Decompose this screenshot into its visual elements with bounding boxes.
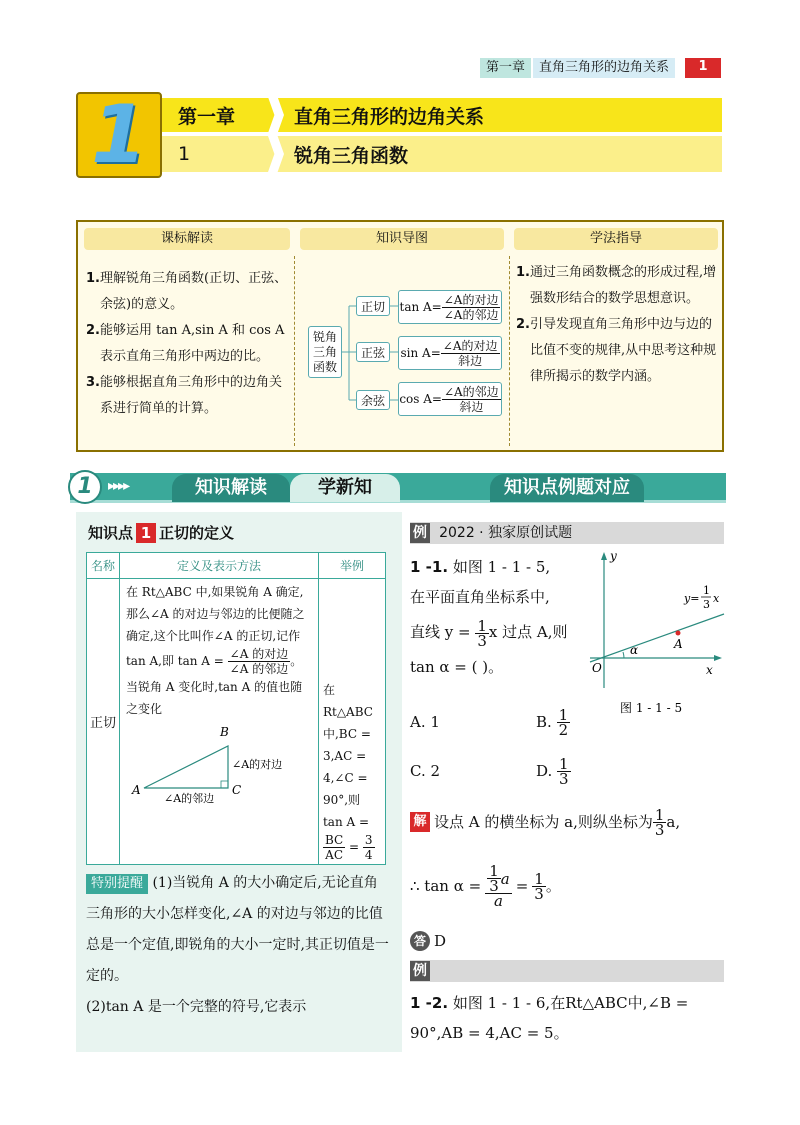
chapter-label: 第一章: [178, 105, 236, 128]
section-badge: 1: [68, 470, 102, 504]
col1-list: [86, 266, 290, 422]
label-adjacent: ∠A的邻边: [163, 792, 215, 804]
divider: [294, 256, 295, 446]
example2-question: 1 -2. 如图 1 - 1 - 6,在Rt△ABC中,∠B = 90°,AB = 4,AC = 5。: [410, 994, 689, 1042]
svg-text:3: 3: [703, 598, 710, 611]
header-chapter: 第一章: [480, 58, 531, 78]
options: [410, 700, 720, 798]
col3-title: 学法指导: [514, 228, 718, 250]
svg-text:x: x: [713, 592, 720, 605]
answer-mark: 答: [410, 931, 430, 951]
col1-title: 课标解读: [84, 228, 290, 250]
kp-number: 1: [136, 523, 156, 543]
section-row: [162, 136, 722, 172]
map-connector: [342, 298, 356, 408]
tab-learn-new: 学新知: [290, 474, 400, 502]
example-bar: [410, 522, 724, 544]
map-formula-sin: sin A= $\frac{\text{∠A的对边}}{\text{斜边}}$: [398, 336, 502, 370]
map-formula-cos: cos A= $\frac{\text{∠A的邻边}}{\text{斜边}}$: [398, 382, 502, 416]
chapter-title: 直角三角形的边角关系: [294, 105, 485, 128]
special-note: 特别提醒 (1)当锐角 A 的大小确定后,无论直角三角形的大小怎样变化,∠A 的对边与邻边的比值总是一个定值,即锐角的大小一定时,其正切值是一定的。 (2)tan A 是一个完整的符号,它表示: [86, 875, 389, 1015]
svg-text:1: 1: [703, 584, 710, 597]
page-number: 1: [685, 58, 721, 78]
definition-table: [86, 552, 386, 865]
vertex-b: B: [219, 725, 229, 739]
solution: 解 设点 A 的横坐标为 a,则纵坐标为 $\frac{1}{3}$ a, ∴ tan α = $\frac{1}{3}$ a a = $\frac{1}{3}$ 。 答 D: [410, 804, 726, 956]
example-source: 2022 · 独家原创试题: [439, 525, 573, 541]
tab-example-match: 知识点例题对应: [490, 474, 644, 502]
option-a: A. 1: [410, 713, 440, 731]
header-title: 直角三角形的边角关系: [533, 58, 675, 78]
line-equation: y=: [684, 592, 700, 605]
col-header: 举例: [318, 553, 385, 579]
list-item: 1. 理解锐角三角函数(正切、正弦、余弦)的意义。: [86, 271, 288, 312]
row-separator: [268, 97, 284, 133]
vertex-c: C: [231, 783, 242, 797]
answer-value: D: [434, 932, 447, 950]
list-item: 3. 能够根据直角三角形中的边角关系进行简单的计算。: [86, 375, 283, 416]
note-label: 特别提醒: [86, 874, 148, 894]
row-name: 正切: [87, 579, 120, 865]
map-formula-tan: tan A= $\frac{\text{∠A的对边}}{\text{∠A的邻边}}$: [398, 290, 502, 324]
example1-question: 1 -1. 如图 1 - 1 - 5, 在平面直角坐标系中, 直线 y = $\frac{1}{3}$ x 过点 A,则 tan α = ( )。: [410, 558, 568, 676]
axis-y-label: y: [610, 549, 617, 563]
map-connector: [390, 302, 398, 412]
map-branch-sin: 正弦: [356, 342, 390, 362]
example-mark: 例: [410, 523, 430, 543]
map-branch-cos: 余弦: [356, 390, 390, 410]
col-header: 定义及表示方法: [119, 553, 318, 579]
chapter-number: 1: [91, 88, 147, 181]
example-mark: 例: [410, 961, 430, 981]
point-a-label: A: [674, 637, 683, 651]
origin-label: O: [592, 661, 602, 675]
col2-title: 知识导图: [300, 228, 504, 250]
example-cell: 在 Rt△ABC 中,BC = 3,AC = 4,∠C = 90°,则 tan A = $\frac{BC}{AC}$ = $\frac{3}{4}$: [318, 579, 385, 865]
running-header: [480, 58, 721, 78]
chapter-row: [162, 98, 722, 134]
option-c: C. 2: [410, 762, 441, 780]
point-a: [676, 631, 681, 636]
divider: [509, 256, 510, 446]
list-item: 2. 引导发现直角三角形中边与边的比值不变的规律,从中思考这种规律所揭示的数学内涵。: [516, 317, 717, 384]
angle-alpha-label: α: [630, 643, 639, 657]
col-header: 名称: [87, 553, 120, 579]
axis-x-label: x: [706, 663, 713, 677]
figure-caption: 图 1 - 1 - 5: [620, 701, 683, 715]
vertex-a: A: [131, 783, 141, 797]
col3-list: [516, 260, 720, 390]
list-item: 2. 能够运用 tan A,sin A 和 cos A 表示直角三角形中两边的比。: [86, 323, 285, 364]
option-b: B. $\frac{1}{2}$: [536, 706, 569, 740]
map-root: 锐角 三角 函数: [308, 326, 342, 378]
overview-box: [76, 220, 724, 452]
list-item: 1. 通过三角函数概念的形成过程,增强数形结合的数学思想意识。: [516, 265, 717, 306]
label-opposite: ∠A的对边: [231, 758, 283, 771]
solution-mark: 解: [410, 812, 430, 832]
section-label: 1: [178, 143, 191, 165]
knowledge-point-title: 知识点 1 正切的定义: [88, 524, 235, 542]
example-bar: [410, 960, 724, 982]
definition-cell: 在 Rt△ABC 中,如果锐角 A 确定,那么∠A 的对边与邻边的比便随之确定,这个比叫作∠A 的正切,记作 tan A,即 tan A = $\frac{\text{∠A 的对边}}{\text{∠A 的邻边}}$ 。当锐角 A 变化时,tan A 的值也随之变化 B A C ∠A的对边 ∠A的邻边: [119, 579, 318, 865]
arrows-icon: ▸▸▸▸: [108, 478, 129, 494]
section-title: 锐角三角函数: [294, 144, 409, 167]
row-separator: [268, 136, 284, 172]
coordinate-figure: [586, 548, 726, 720]
tab-knowledge-reading: 知识解读: [172, 474, 290, 502]
right-triangle-figure: [126, 722, 312, 804]
map-branch-tan: 正切: [356, 296, 390, 316]
option-d: D. $\frac{1}{3}$: [536, 755, 569, 789]
